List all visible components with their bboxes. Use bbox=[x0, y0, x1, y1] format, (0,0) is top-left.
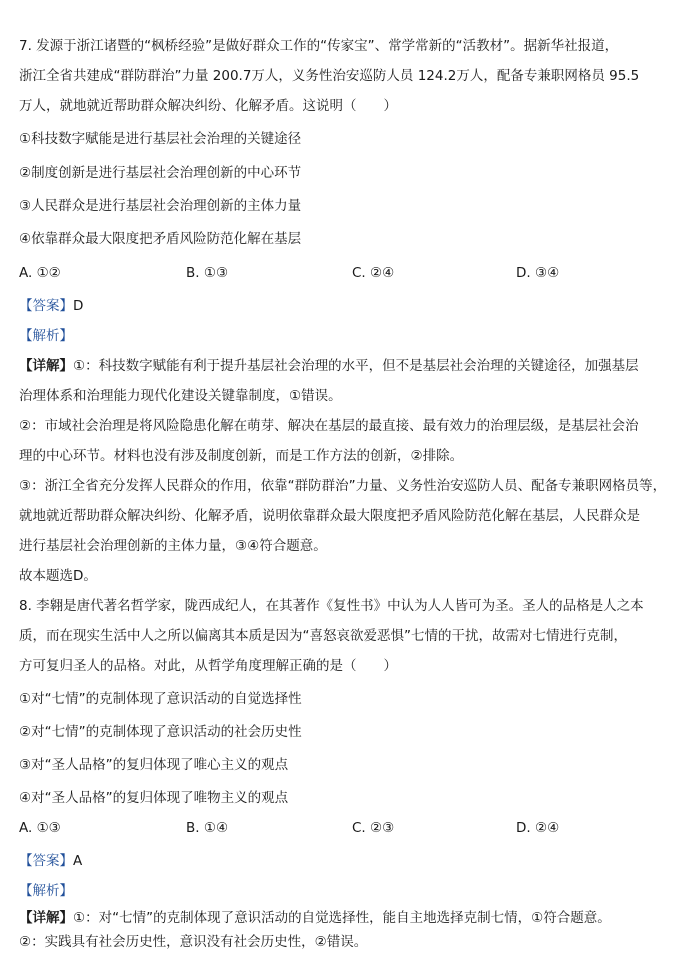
q8-detail-text-1: ①：对“七情”的克制体现了意识活动的自觉选择性，能自主地选择克制七情，①符合题意。 bbox=[73, 910, 611, 926]
q8-stem-line-3: 方可复归圣人的品格。对此，从哲学角度理解正确的是（ ） bbox=[19, 658, 397, 674]
q8-option-a: A. ①③ bbox=[19, 820, 61, 836]
q7-answer-line bbox=[19, 296, 681, 316]
q8-item-4: ④对“圣人品格”的复归体现了唯物主义的观点 bbox=[19, 790, 289, 806]
q7-detail-text-1: ①：科技数字赋能有利于提升基层社会治理的水平，但不是基层社会治理的关键途径，加强基层 bbox=[73, 358, 639, 374]
q7-detail-line-3: ②：市域社会治理是将风险隐患化解在萌芽、解决在基层的最直接、最有效力的治理层级，是基层社会治 bbox=[19, 418, 639, 434]
q8-item-2: ②对“七情”的克制体现了意识活动的社会历史性 bbox=[19, 724, 302, 740]
q8-analysis-tag: 【解析】 bbox=[19, 883, 73, 899]
q7-option-a: A. ①② bbox=[19, 265, 61, 281]
q7-item-1: ①科技数字赋能是进行基层社会治理的关键途径 bbox=[19, 131, 302, 147]
q8-stem-line-2: 质，而在现实生活中人之所以偏离其本质是因为“喜怒哀欲爱恶惧”七情的干扰，故需对七情进行克制， bbox=[19, 628, 627, 644]
q8-option-c: C. ②③ bbox=[352, 820, 395, 836]
q7-conclusion: 故本题选D。 bbox=[19, 568, 97, 584]
q7-answer-value: D bbox=[73, 298, 84, 314]
q8-detail-line-1 bbox=[19, 908, 681, 928]
q7-detail-line-1 bbox=[19, 356, 681, 376]
q8-analysis-tag-line bbox=[19, 881, 681, 901]
q8-item-1: ①对“七情”的克制体现了意识活动的自觉选择性 bbox=[19, 691, 302, 707]
q8-detail-line-2: ②：实践具有社会历史性，意识没有社会历史性，②错误。 bbox=[19, 934, 368, 950]
q7-analysis-tag: 【解析】 bbox=[19, 328, 73, 344]
q8-detail-tag: 【详解】 bbox=[19, 910, 73, 926]
q7-option-d: D. ③④ bbox=[516, 265, 560, 281]
q7-option-b: B. ①③ bbox=[186, 265, 229, 281]
q7-item-3: ③人民群众是进行基层社会治理创新的主体力量 bbox=[19, 198, 302, 214]
q7-detail-tag: 【详解】 bbox=[19, 358, 73, 374]
q7-detail-line-4: 理的中心环节。材料也没有涉及制度创新，而是工作方法的创新，②排除。 bbox=[19, 448, 464, 464]
q7-detail-line-6: 就地就近帮助群众解决纠纷、化解矛盾，说明依靠群众最大限度把矛盾风险防范化解在基层，人民群众是 bbox=[19, 508, 640, 524]
q7-stem-line-3: 万人，就地就近帮助群众解决纠纷、化解矛盾。这说明（ ） bbox=[19, 98, 397, 114]
q7-stem-line-1: 7. 发源于浙江诸暨的“枫桥经验”是做好群众工作的“传家宝”、常学常新的“活教材”。据新华社报道， bbox=[19, 38, 619, 54]
q8-option-d: D. ②④ bbox=[516, 820, 560, 836]
q8-answer-tag: 【答案】 bbox=[19, 853, 73, 869]
q7-item-2: ②制度创新是进行基层社会治理创新的中心环节 bbox=[19, 165, 302, 181]
q7-option-c: C. ②④ bbox=[352, 265, 395, 281]
q7-detail-line-2: 治理体系和治理能力现代化建设关键靠制度，①错误。 bbox=[19, 388, 342, 404]
q7-detail-line-7: 进行基层社会治理创新的主体力量，③④符合题意。 bbox=[19, 538, 327, 554]
q7-analysis-tag-line bbox=[19, 326, 681, 346]
q8-answer-value: A bbox=[73, 853, 83, 869]
q7-answer-tag: 【答案】 bbox=[19, 298, 73, 314]
q7-stem-line-2: 浙江全省共建成“群防群治”力量 200.7万人，义务性治安巡防人员 124.2万人，配备专兼职网格员 95.5 bbox=[19, 68, 640, 84]
q8-answer-line bbox=[19, 851, 681, 871]
q7-detail-line-5: ③：浙江全省充分发挥人民群众的作用，依靠“群防群治”力量、义务性治安巡防人员、配备专兼职网格员等， bbox=[19, 478, 667, 494]
q7-item-4: ④依靠群众最大限度把矛盾风险防范化解在基层 bbox=[19, 231, 302, 247]
q8-stem-line-1: 8. 李翱是唐代著名哲学家，陇西成纪人，在其著作《复性书》中认为人人皆可为圣。圣人的品格是人之本 bbox=[19, 598, 644, 614]
q8-option-b: B. ①④ bbox=[186, 820, 229, 836]
q8-item-3: ③对“圣人品格”的复归体现了唯心主义的观点 bbox=[19, 757, 289, 773]
